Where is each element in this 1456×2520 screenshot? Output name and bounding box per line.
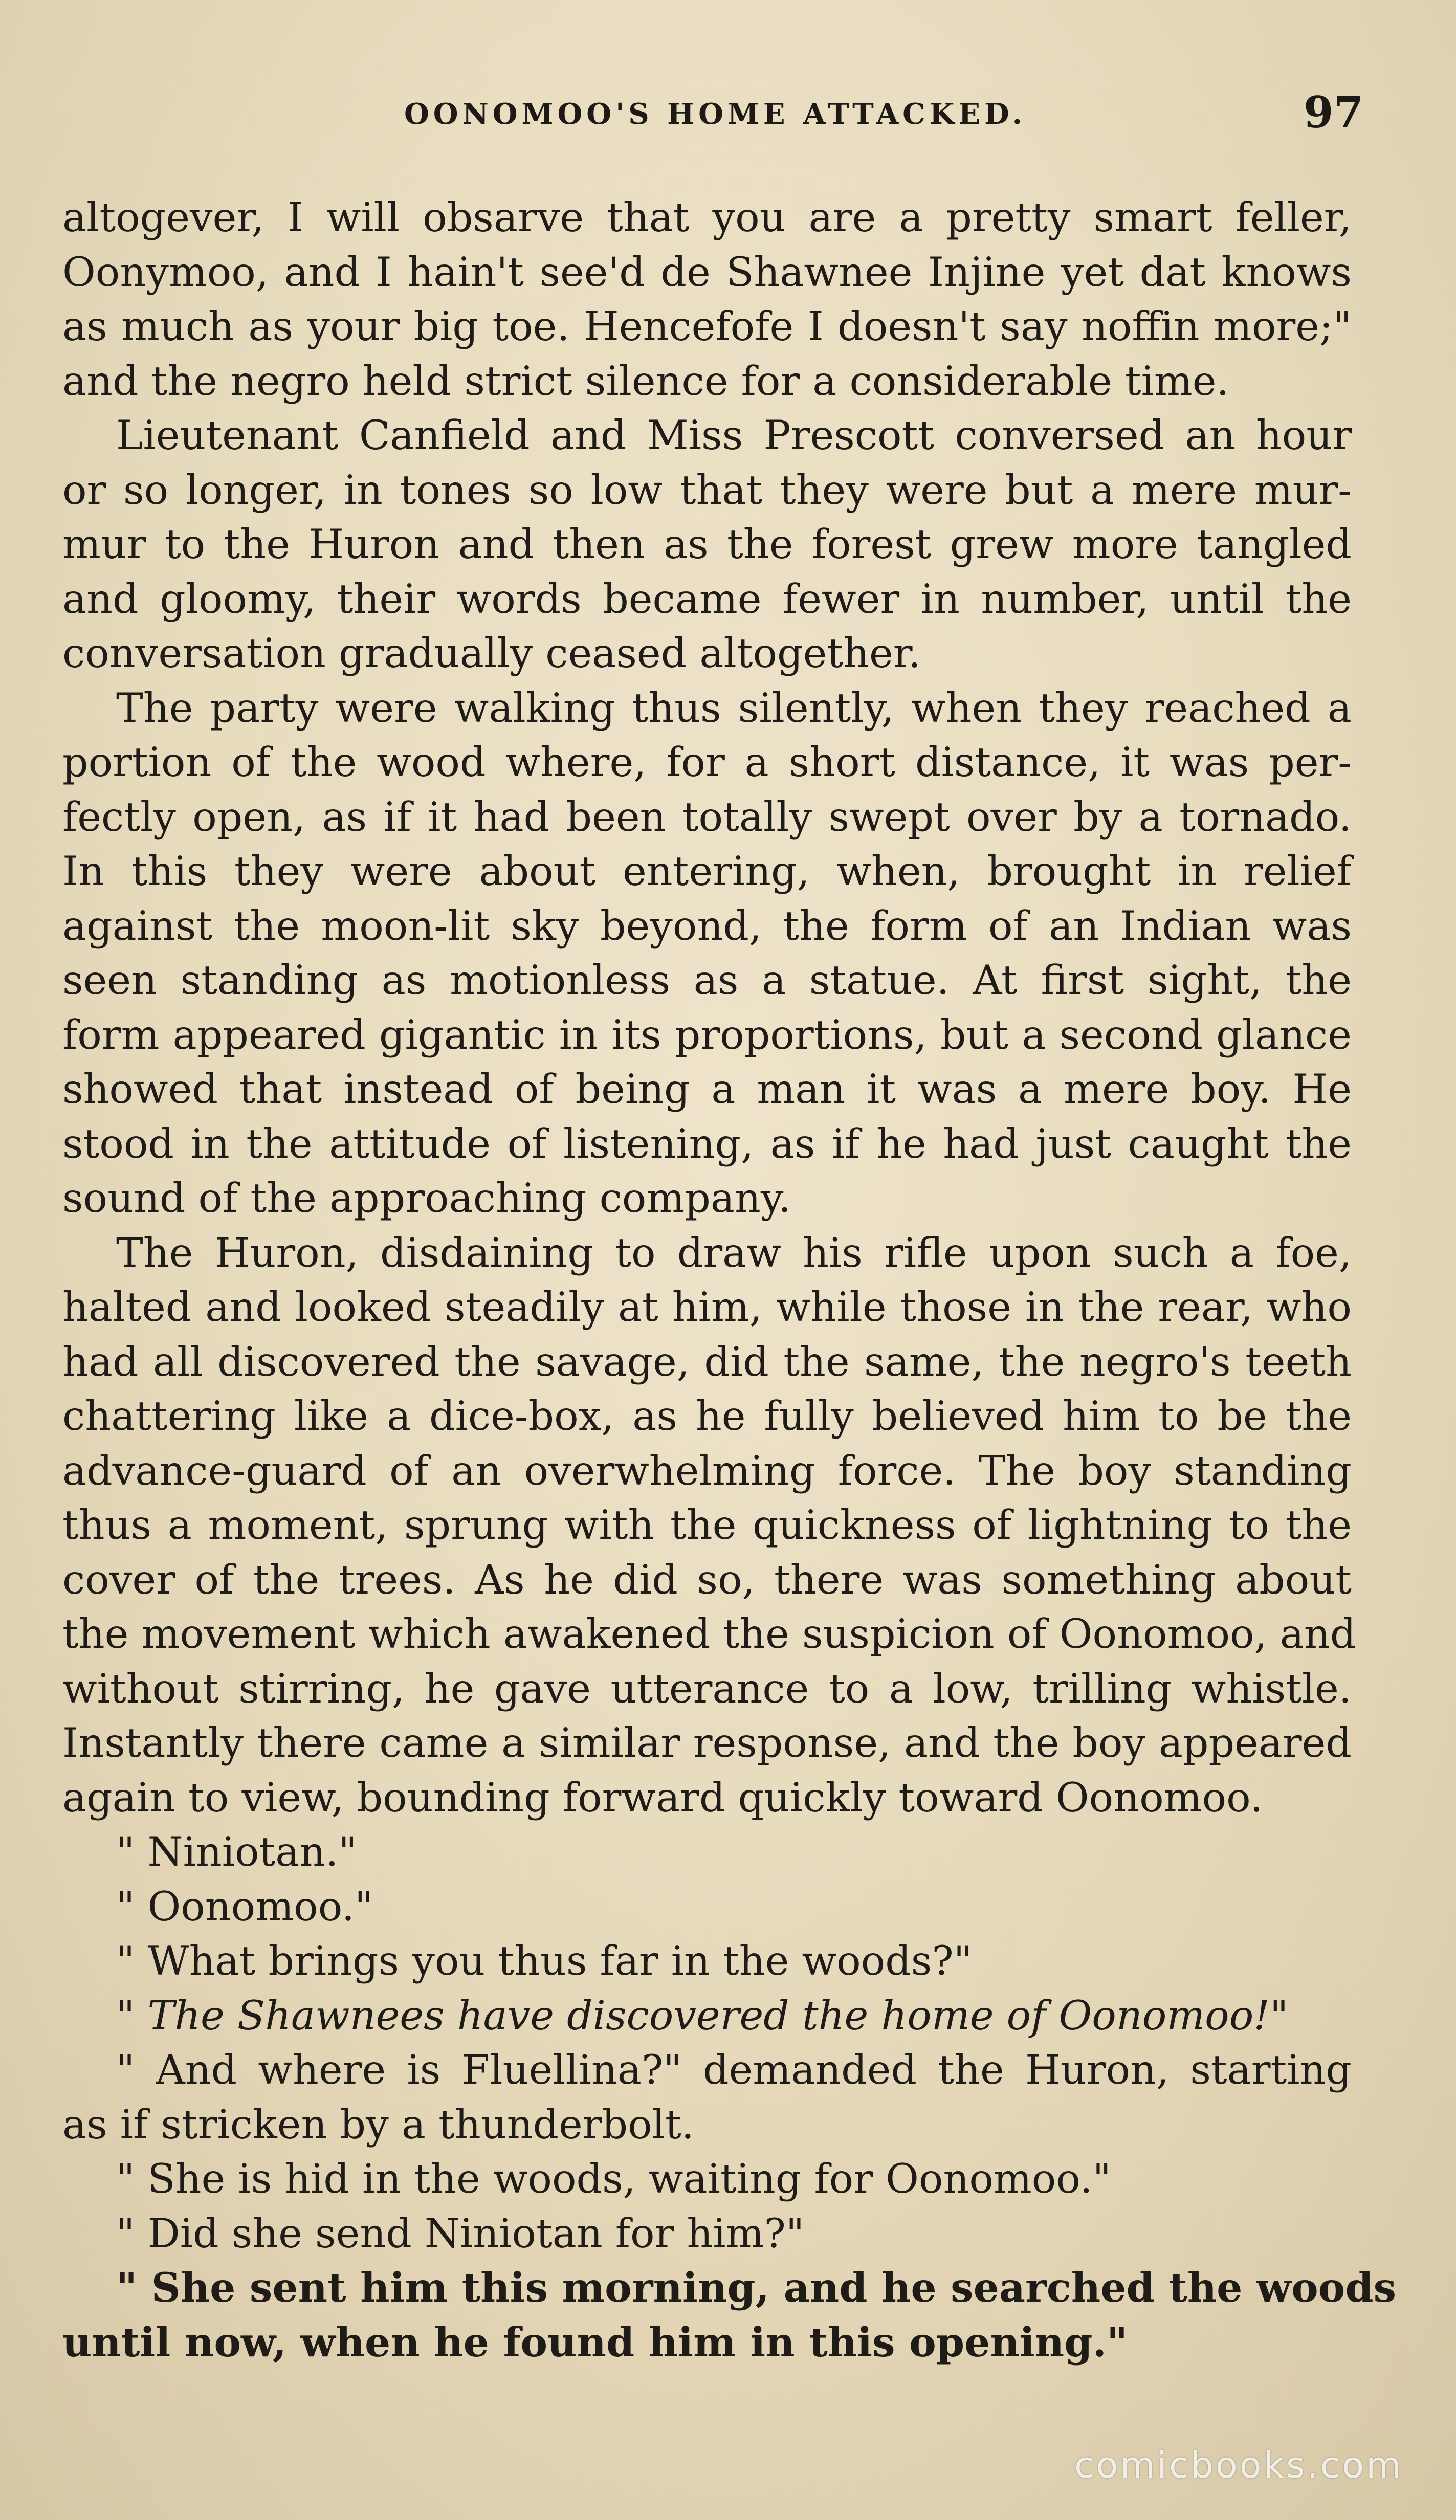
text-line: as if stricken by a thunderbolt. bbox=[62, 2101, 694, 2148]
running-title: OONOMOO'S HOME ATTACKED. bbox=[404, 97, 1027, 131]
text-line: portion of the wood where, for a short distance, it was per- bbox=[62, 739, 1352, 786]
text-line: In this they were about entering, when, brought in relief bbox=[62, 848, 1352, 895]
text-line: " Did she send Niniotan for him?" bbox=[116, 2209, 805, 2257]
text-line: The party were walking thus silently, when they reached a bbox=[116, 684, 1352, 732]
text-line: " She is hid in the woods, waiting for Oonomoo." bbox=[116, 2155, 1111, 2202]
text-line: mur to the Huron and then as the forest grew more tangled bbox=[62, 521, 1352, 568]
text-line: Lieutenant Canfield and Miss Prescott conversed an hour bbox=[116, 412, 1352, 459]
page-number: 97 bbox=[1304, 87, 1363, 138]
text-line: conversation gradually ceased altogether. bbox=[62, 630, 921, 677]
text-line: cover of the trees. As he did so, there was something about bbox=[62, 1556, 1352, 1603]
text-line: against the moon-lit sky beyond, the form of an Indian was bbox=[62, 902, 1352, 949]
text-line: until now, when he found him in this opening." bbox=[62, 2318, 1128, 2366]
text-line: or so longer, in tones so low that they were but a mere mur- bbox=[62, 466, 1352, 514]
text-line: and the negro held strict silence for a considerable time. bbox=[62, 357, 1229, 405]
text-line: seen standing as motionless as a statue. At first sight, the bbox=[62, 957, 1352, 1004]
text-line: stood in the attitude of listening, as if he had just caught the bbox=[62, 1120, 1352, 1167]
text-line: " What brings you thus far in the woods?" bbox=[116, 1937, 973, 1984]
text-line: the movement which awakened the suspicion of Oonomoo, and bbox=[62, 1610, 1356, 1657]
text-line: form appeared gigantic in its proportions, but a second glance bbox=[62, 1011, 1352, 1058]
text-line: as much as your big toe. Hencefofe I doesn't say noffin more;" bbox=[62, 303, 1352, 350]
text-line: Oonymoo, and I hain't see'd de Shawnee Injine yet dat knows bbox=[62, 248, 1352, 296]
text-line: halted and looked steadily at him, while those in the rear, who bbox=[62, 1284, 1352, 1331]
text-line: " The Shawnees have discovered the home of Oonomoo!" bbox=[116, 1992, 1289, 2039]
watermark: comicbooks.com bbox=[1074, 2444, 1403, 2486]
text-line: sound of the approaching company. bbox=[62, 1175, 791, 1222]
text-line: without stirring, he gave utterance to a low, trilling whistle. bbox=[62, 1665, 1352, 1712]
text-line: The Huron, disdaining to draw his rifle upon such a foe, bbox=[116, 1229, 1352, 1276]
body-text bbox=[62, 190, 1397, 2370]
text-line: chattering like a dice-box, as he fully believed him to be the bbox=[62, 1392, 1352, 1440]
text-line: had all discovered the savage, did the same, the negro's teeth bbox=[62, 1338, 1352, 1385]
text-line: " Oonomoo." bbox=[116, 1883, 373, 1930]
text-line: showed that instead of being a man it was a mere boy. He bbox=[62, 1066, 1352, 1113]
text-line: again to view, bounding forward quickly toward Oonomoo. bbox=[62, 1774, 1263, 1821]
text-line: advance-guard of an overwhelming force. The boy standing bbox=[62, 1447, 1352, 1494]
text-line: and gloomy, their words became fewer in number, until the bbox=[62, 575, 1352, 623]
page-header bbox=[0, 87, 1456, 143]
text-line: Instantly there came a similar response, and the boy appeared bbox=[62, 1719, 1352, 1766]
text-line: " And where is Fluellina?" demanded the Huron, starting bbox=[116, 2046, 1352, 2093]
text-line: thus a moment, sprung with the quickness of lightning to the bbox=[62, 1501, 1352, 1549]
text-line: " She sent him this morning, and he searched the woods bbox=[116, 2264, 1397, 2311]
text-line: altogever, I will obsarve that you are a pretty smart feller, bbox=[62, 194, 1352, 241]
text-line: " Niniotan." bbox=[116, 1828, 357, 1875]
text-line: fectly open, as if it had been totally swept over by a tornado. bbox=[62, 793, 1352, 841]
